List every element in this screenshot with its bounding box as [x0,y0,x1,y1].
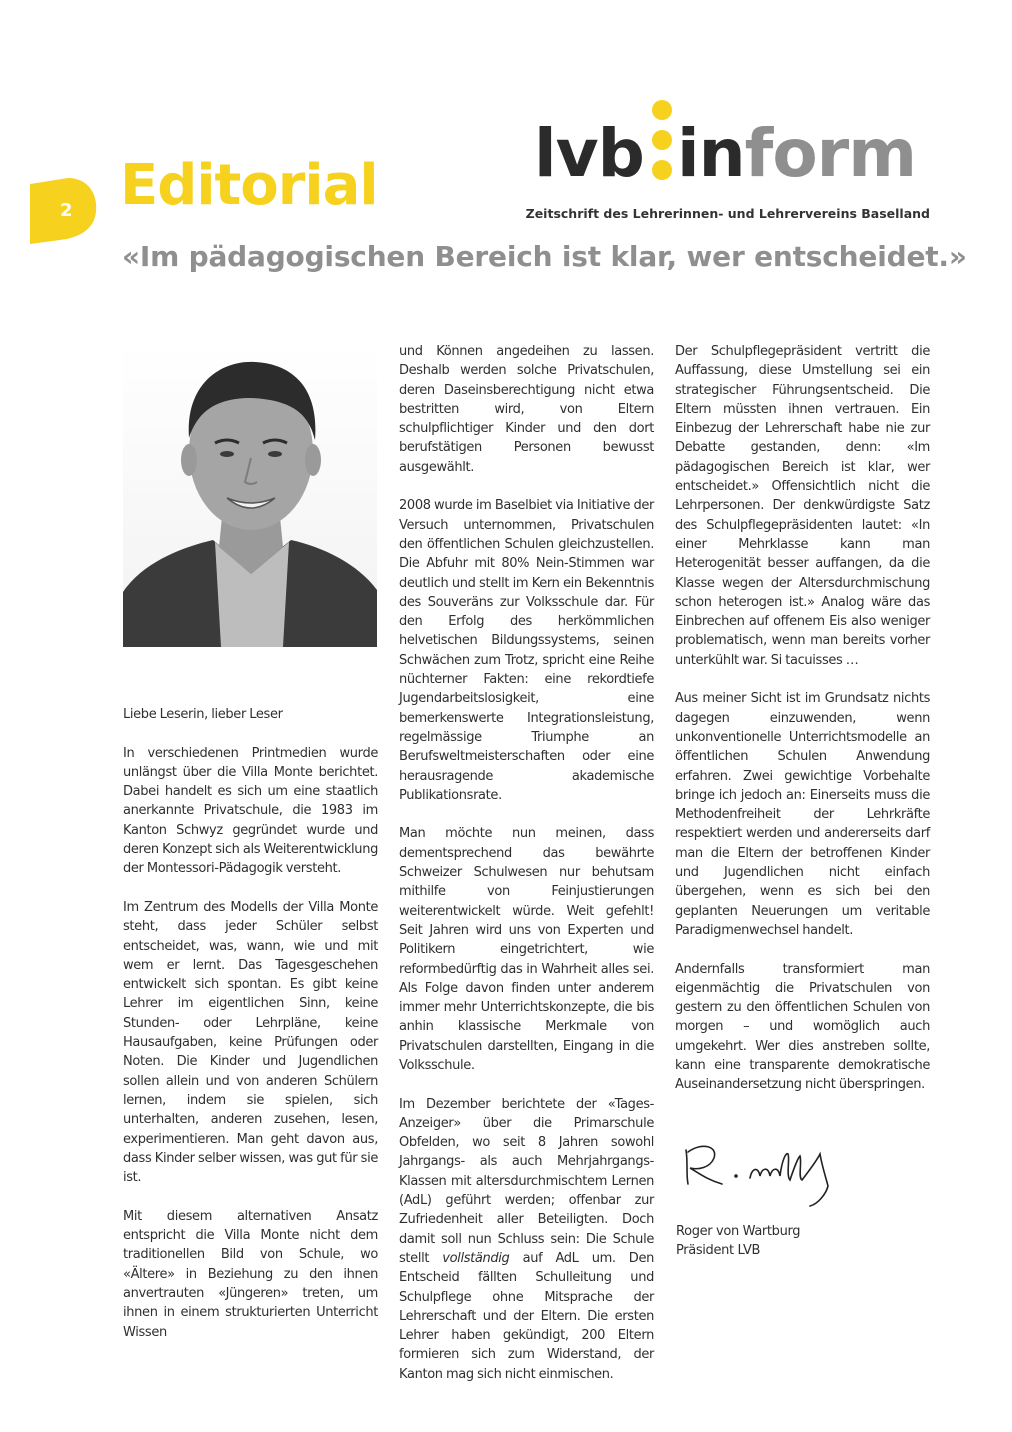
emphasis-text: vollständig [442,1250,510,1266]
logo-text-inform: inform [677,115,916,186]
paragraph: Man möchte nun meinen, dass dementsprechend das bewährte Schweizer Schulwesen nur behutsam mithilfe von Feinjustierungen weiterentwickelt würde. Weit gefehlt! Seit Jahren wird uns von Experten und Politikern eingetrichtert, wie reformbedürftig das in Wahrheit alles sei. Als Folge davon finden unter anderem immer mehr Unterrichtskonzepte, die bis anhin klassische Merkmale von Privatschulen darstellten, Eingang in die Volksschule. [399,826,654,1073]
signature-name: Roger von Wartburg [676,1224,801,1239]
paragraph: Mit diesem alternativen Ansatz entspricht die Villa Monte nicht dem traditionellen Bild von Schule, wo «Ältere» in Beziehung zu den ihnen anvertrauten «Jüngeren» treten, um ihnen in einem strukturierten Unterricht Wissen [123,1208,378,1340]
page-number: 2 [60,200,73,221]
paragraph: 2008 wurde im Baselbiet via Initiative der Versuch unternommen, Privatschulen den öffentlichen Schulen gleichzustellen. Die Abfuhr mit 80% Nein-Stimmen war deutlich und stellt im Kern ein Bekenntnis des Souveräns zur Volksschule dar. Für den Erfolg des herkömmlichen helvetischen Bildungssystems, seinen Schwächen zum Trotz, spricht eine Reihe nüchterner Fakten: eine rekordtiefe Jugendarbeitslosigkeit, eine bemerkenswerte Integrationsleistung, regelmässige Triumphe an Berufsweltmeisterschaften oder eine herausragende akademische Publikationsrate. [399,498,654,803]
article-column-3 [675,342,930,1114]
handwritten-signature [678,1132,858,1212]
logo-dot-middle [652,130,672,150]
author-portrait [123,342,377,647]
paragraph: Andernfalls transformiert man eigenmächtig die Privatschulen von gestern zu den öffentlichen Schulen von morgen – und womöglich auch umgekehrt. Wer dies anstreben sollte, kann eine transparente demokratische Auseinandersetzung nicht überspringen. [675,961,930,1093]
section-title: Editorial [120,153,378,218]
paragraph: und Können angedeihen zu lassen. Deshalb werden solche Privatschulen, deren Daseinsberechtigung nicht etwa bestritten wird, von Eltern schulpflichtiger Kinder und den dort berufstätigen Personen bewusst ausgewählt. [399,344,654,475]
portrait-illustration [123,342,377,647]
lvb-inform-logo [534,96,934,186]
headline-quote: «Im pädagogischen Bereich ist klar, wer entscheidet.» [122,240,967,273]
magazine-subtitle: Zeitschrift des Lehrerinnen- und Lehrervereins Baselland [525,206,930,221]
signature-block [676,1222,800,1261]
article-column-2 [399,342,654,1403]
logo-text-lvb: lvb [534,115,644,186]
signature-title: Präsident LVB [676,1243,761,1259]
paragraph: Im Zentrum des Modells der Villa Monte steht, dass jeder Schüler selbst entscheidet, was, wann, wie und mit wem er lernt. Das Tagesgeschehen entwickelt sich spontan. Es gibt keine Lehrer im eigentlichen Sinn, keine Stunden- oder Lehrpläne, keine Hausaufgaben, keine Prüfungen oder Noten. Die Kinder und Jugendlichen sollen allein und von anderen Schülern lernen, indem sie spielen, sich unterhalten, anderen zusehen, lesen, experimentieren. Man geht davon aus, dass Kinder selber wissen, was gut für sie ist. [123,899,378,1186]
paragraph: Der Schulpflegepräsident vertritt die Auffassung, diese Umstellung sei ein strategischer Führungsentscheid. Die Eltern müssten ihnen vertrauen. Ein Einbezug der Lehrerschaft habe nie zur Debatte gestanden, denn: «Im pädagogischen Bereich ist klar, wer entscheidet.» Offensichtlich nicht die Lehrpersonen. Der denkwürdigste Satz des Schulpflegepräsidenten lautet: «In einer Mehrklasse kann man Heterogenität besser auffangen, da die Klasse wegen der Altersdurchmischung schon heterogen ist.» Analog wäre das Einbrechen auf offenem Eis also weniger problematisch, wenn man bereits vorher unterkühlt war. Si tacuisses … [675,344,930,668]
salutation: Liebe Leserin, lieber Leser [123,707,283,722]
paragraph: In verschiedenen Printmedien wurde unlängst über die Villa Monte berichtet. Dabei handelt es sich um eine staatlich anerkannte Privatschule, die 1983 im Kanton Schwyz gegründet wurde und deren Konzept sich als Weiterentwicklung der Montessori-Pädagogik versteht. [123,745,378,877]
logo-dot-bottom [652,160,672,180]
paragraph-with-italic: Im Dezember berichtete der «Tages-Anzeiger» über die Primarschule Obfelden, wo seit 8 Jahren sowohl Jahrgangs- als auch Mehrjahrgangs-Klassen mit altersdurchmischtem Lernen (AdL) geführt werden; offenbar zur Zufriedenheit aller Beteiligten. Doch damit soll nun Schluss sein: Die Schule stellt vollständig auf AdL um. Den Entscheid fällten Schulleitung und Schulpflege ohne Mitsprache der Lehrerschaft und der Eltern. Die ersten Lehrer haben gekündigt, 200 Eltern formieren sich zum Widerstand, der Kanton mag sich nicht einmischen. [399,1096,655,1382]
paragraph: Aus meiner Sicht ist im Grundsatz nichts dagegen einzuwenden, wenn unkonventionelle Unterrichtsmodelle an öffentlichen Schulen Anwendung erfahren. Zwei gewichtige Vorbehalte bringe ich jedoch an: Einerseits muss die Methodenfreiheit der Lehrkräfte respektiert werden und andererseits darf man die Eltern der betroffenen Kinder und Jugendlichen nicht einfach übergehen, wenn es sich bei den geplanten Neuerungen um veritable Paradigmenwechsel handelt. [675,691,930,938]
logo-dot-top [652,100,672,120]
article-column-1 [123,705,378,1361]
